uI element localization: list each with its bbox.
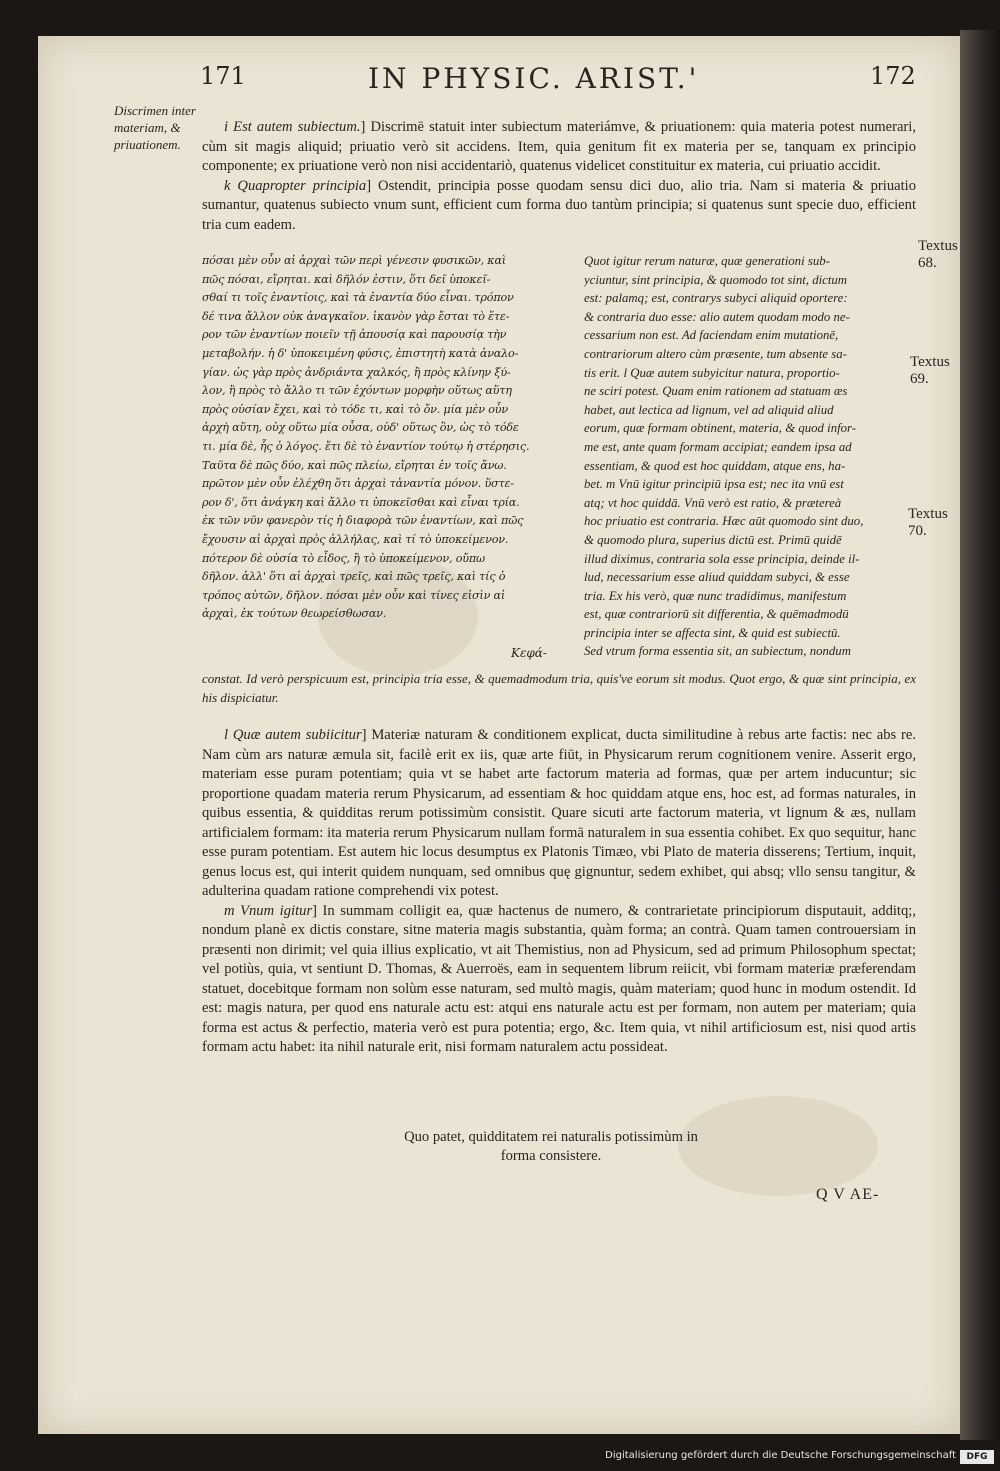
latin-line: atq; vt hoc quiddā. Vnū verò est ratio, & prætereà	[584, 495, 842, 510]
greek-line: ἀρχὴ αὕτη, οὐχ οὕτω μία οὖσα, οὐδ' οὕτως ὂν, ὡς τὸ τόδε	[202, 421, 519, 435]
latin-line: yciuntur, sint principia, & quomodo tot sint, dictum	[584, 272, 848, 287]
greek-line: πρῶτον μὲν οὖν ἐλέχθη ὅτι ἀρχαὶ τἀναντία μόνον. ὕστε-	[202, 477, 514, 491]
commentary-paragraph	[202, 902, 916, 1058]
lemma: l Quæ autem subiicitur	[224, 727, 362, 743]
lemma: k Quapropter principia	[224, 177, 367, 194]
greek-line: πῶς πόσαι, εἴρηται. καὶ δῆλόν ἐστιν, ὅτι δεῖ ὑποκεῖ-	[202, 272, 491, 286]
latin-line: tis erit. l Quæ autem subyicitur natura, proportio-	[584, 365, 840, 380]
running-title: IN PHYSIC. ARIST.'	[368, 62, 700, 95]
greek-line: τρόπος αὐτῶν, δῆλον. πόσαι μὲν οὖν καὶ τίνες εἰσὶν αἱ	[202, 588, 506, 602]
paragraph-text: ] In summam colligit ea, quæ hactenus de numero, & contrarietate principiorum disputauit, additq;, nondum planè ex dictis constare, sitne materia magis substantia, quàm forma; an contrà. Quam tamen controuersiam in præsenti non dirimit; vel quia illius explicatio, vt ait Themistius, non ad Physicum, sed ad primum Philosophum spectat; vel potiùs, quia, vt sentiunt D. Thomas, & Auerroës, eam in sequentem librum reiicit, vbi formam materiæ præferendam statuet, docebitque formam non solùm esse naturam, sed multò magis, quàm materiam; quod hunc in modum ostendit. Id est: magis natura, per quod ens naturale actu est: atqui ens naturale actu est per formam, non autem per materiam; quia forma est actus & perfectio, materia verò est pura potentia; ergo, &c. Item quia, vt nihil artificiosum est, nisi quod artis formam actu habet: ita nihil naturale erit, nisi formam naturalem actu possideat.	[202, 902, 916, 1055]
page-header	[38, 62, 960, 102]
latin-line: est, quæ contrariorū sit differentia, & quēmadmodū	[584, 607, 849, 622]
commentary-bottom	[202, 726, 916, 1058]
page-number-right: 172	[870, 62, 916, 90]
latin-line: tria. Ex his verò, quæ nunc tradidimus, manifestum	[584, 588, 847, 603]
commentary-paragraph	[202, 726, 916, 902]
margin-note: Discrimen inter materiam, & priuationem.	[114, 103, 196, 152]
paragraph-text: ] Discrimē statuit inter subiectum materiámve, & priuationem: quia materia potest numerari, cùm sit magis aliquid; priuatio verò sit accidens. Item, quia genitum fit ex materia per se, tanquam ex principio componente; ex priuatione verò non nisi accidentariò, quatenus videlicet constituitur ex materia, cui priuatio accidit.	[202, 119, 917, 174]
latin-line: Quot igitur rerum naturæ, quæ generationi sub-	[584, 254, 830, 268]
textus-label: Textus 68.	[918, 238, 958, 271]
latin-line: hoc priuatio est contraria. Hæc aūt quomodo sint duo,	[584, 514, 864, 529]
closing-line: Quo patet, quidditatem rei naturalis potissimùm in	[404, 1129, 698, 1145]
greek-catchword: Κεφά-	[511, 646, 547, 660]
greek-line: λον, ἢ πρὸς τὸ ἄλλο τι τῶν ἐχόντων μορφὴν οὕτως αὕτη	[202, 384, 512, 398]
commentary-paragraph	[202, 177, 916, 236]
latin-line: eorum, quæ formam obtinent, materia, & quod infor-	[584, 421, 857, 436]
greek-line: ἔχουσιν αἱ ἀρχαὶ πρὸς ἀλλήλας, καὶ τί τὸ ὑποκείμενον.	[202, 532, 509, 546]
greek-line: μεταβολήν. ἡ δ' ὑποκειμένη φύσις, ἐπιστητὴ κατὰ ἀναλο-	[202, 346, 519, 360]
greek-line: ἀρχαὶ, ἐκ τούτων θεωρείσθωσαν.	[202, 607, 387, 621]
textus-label: Textus 70.	[908, 506, 948, 539]
greek-line: πρὸς οὐσίαν ἔχει, καὶ τὸ τόδε τι, καὶ τὸ ὄν. μία μὲν οὖν	[202, 402, 508, 416]
greek-line: πόσαι μὲν οὖν αἱ ἀρχαὶ τῶν περὶ γένεσιν φυσικῶν, καὶ	[202, 254, 506, 267]
commentary-top	[202, 118, 916, 235]
greek-line: πότερον δὲ οὐσία τὸ εἶδος, ἢ τὸ ὑποκείμενον, οὔπω	[202, 551, 485, 565]
latin-line: ne sciri potest. Quam enim rationem ad statuam æs	[584, 384, 848, 399]
latin-line: lud, necessarium esse aliud quiddam subyci, & esse	[584, 570, 850, 585]
latin-line: & quomodo plura, superius dictū est. Primū quidē	[584, 532, 842, 547]
latin-line: essentiam, & quod est hoc quiddam, atque ens, ha-	[584, 458, 846, 473]
scanned-page	[38, 36, 960, 1434]
greek-text-column	[202, 252, 570, 624]
latin-line: Sed vtrum forma essentia sit, an subiectum, nondum	[584, 644, 851, 659]
commentary-paragraph	[202, 118, 916, 177]
book-spine-shadow	[960, 30, 1000, 1440]
catchword: Q V AE-	[816, 1186, 880, 1203]
paragraph-text: ] Ostendit, principia posse quodam sensu dici duo, alio tria. Nam si materia & priuatio sumantur, quatenus subiecto vnum sunt, efficient cum forma duo tantùm principia; si quatenus sunt specie duo, efficient tria cum eadem.	[202, 177, 916, 233]
textus-label: Textus 69.	[910, 354, 950, 387]
greek-line: δέ τινα ἄλλον οὐκ ἀναγκαῖον. ἱκανὸν γὰρ ἔσται τὸ ἕτε-	[202, 309, 510, 323]
greek-line: δῆλον. ἀλλ' ὅτι αἱ ἀρχαὶ τρεῖς, καὶ πῶς τρεῖς, καὶ τίς ὁ	[202, 570, 506, 584]
greek-line: σθαί τι τοῖς ἐναντίοις, καὶ τὰ ἐναντία δύο εἶναι. τρόπον	[202, 291, 514, 305]
latin-line: & contraria duo esse: alio autem quodam modo ne-	[584, 309, 850, 324]
latin-line: principia inter se affecta sint, & quid est subiectū.	[584, 625, 841, 640]
latin-line: contrariorum altero cùm præsente, tum absente sa-	[584, 346, 847, 361]
dfg-logo: DFG	[960, 1450, 994, 1464]
paragraph-text: ] Materiæ naturam & conditionem explicat, ducta similitudine à rebus arte factis: nec abs re. Nam cùm ars naturæ æmula sit, facilè erit ex iis, quæ arte fiūt, in Physicarum rerum cognitionem venire. Asserit ergo, materiam esse puram potentiam; quia vt se habet arte factorum materia ad formas, quæ per artem inducuntur; sic proportione quadam materia rerum Physicarum, ad essentiam & hoc quiddam atque ens, hoc est, ad formas naturales, in quibus essentia, & quidditas rerum potissimùm consistit. Quare sicuti arte factorum materia, vt lignum & æs, nullam artificialem formam: ita materia rerum Physicarum nullam formā naturalem in sua essentia cohibet. Ex quo sequitur, hanc esse puram potentiam. Est autem hic locus desumptus ex Platonis Timæo, vbi Plato de materia disserens; Tertium, inquit, genus locus est, qui interit quidem nunquam, sed omnibus quę gignuntur, sedem exhibet, qui absq; vllo sensu tangitur, & adulterina quadam ratione comprehendi vix potest.	[202, 727, 916, 899]
latin-line: est: palamq; est, contrarys subyci aliquid oportere:	[584, 291, 848, 306]
greek-line: τι. μία δὲ, ἧς ὁ λόγος. ἔτι δὲ τὸ ἐναντίον τούτῳ ἡ στέρησις.	[202, 439, 530, 453]
latin-line: habet, aut lectica ad lignum, vel ad aliquid aliud	[584, 402, 834, 417]
latin-continuation: constat. Id verò perspicuum est, principia tria esse, & quemadmodum tria, quis've eorum sit modus. Quot ergo, & quæ sint principia, ex his dispiciatur.	[202, 671, 916, 705]
page-number-left: 171	[200, 62, 246, 90]
greek-line: ρον δ', ὅτι ἀνάγκη καὶ ἄλλο τι ὑποκεῖσθαι καὶ εἶναι τρία.	[202, 495, 520, 509]
latin-line: me est, ante quam formam accipiat; eandem ipsa ad	[584, 439, 852, 454]
lemma: m Vnum igitur	[224, 902, 313, 919]
closing-line: forma consistere.	[500, 1148, 602, 1164]
footer-credit: Digitalisierung gefördert durch die Deutsche Forschungsgemeinschaft	[605, 1450, 956, 1461]
lemma: i Est autem subiectum.	[224, 119, 361, 135]
greek-line: Ταῦτα δὲ πῶς δύο, καὶ πῶς πλείω, εἴρηται ἐν τοῖς ἄνω.	[202, 458, 507, 472]
latin-line: illud diximus, contraria sola esse principia, deinde il-	[584, 551, 860, 566]
greek-line: γίαν. ὡς γὰρ πρὸς ἀνδριάντα χαλκός, ἢ πρὸς κλίνην ξύ-	[202, 365, 511, 379]
latin-line: bet. m Vnū igitur principiū ipsa est; nec ita vnū est	[584, 477, 844, 492]
latin-translation-column	[584, 252, 916, 661]
greek-line: ἐκ τῶν νῦν φανερὸν τίς ἡ διαφορὰ τῶν ἐναντίων, καὶ πῶς	[202, 514, 524, 528]
latin-line: cessarium non est. Ad faciendam enim mutationē,	[584, 328, 839, 343]
greek-line: ρον τῶν ἐναντίων ποιεῖν τῇ ἀπουσίᾳ καὶ παρουσίᾳ τὴν	[202, 328, 507, 342]
